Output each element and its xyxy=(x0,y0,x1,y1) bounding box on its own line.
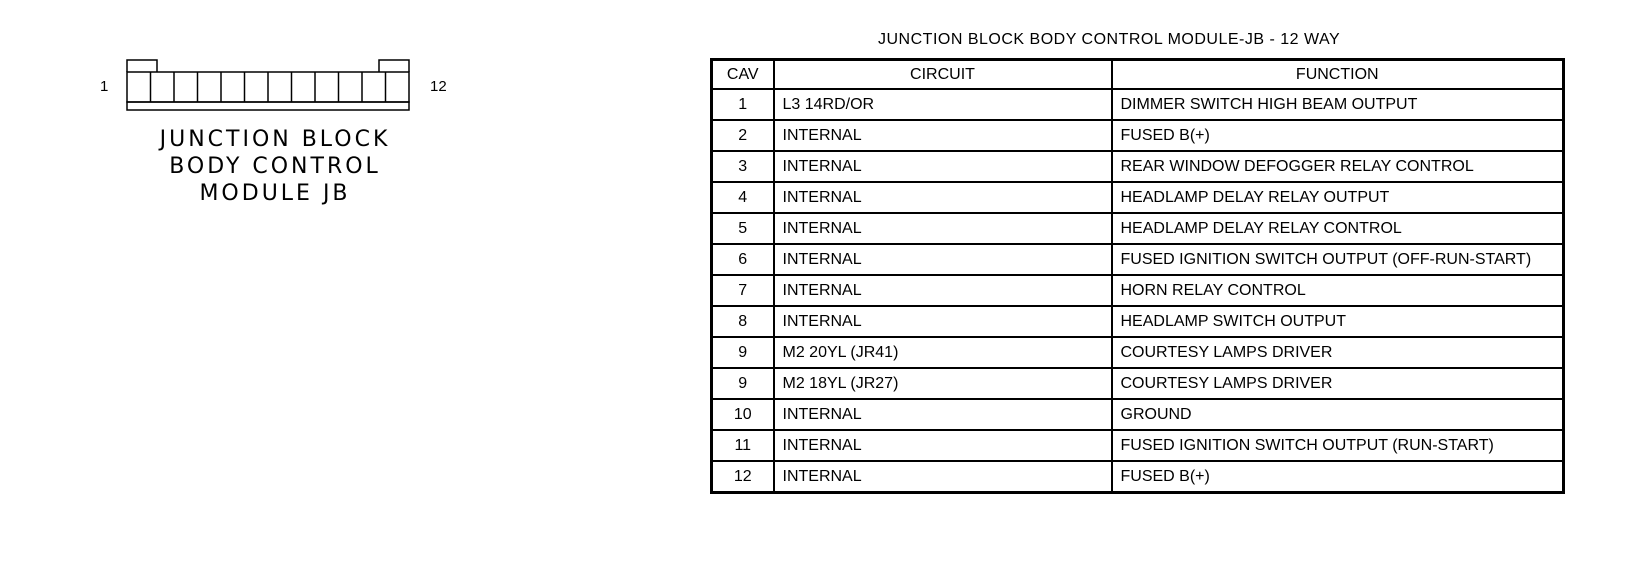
cav-cell: 9 xyxy=(712,337,774,368)
circuit-cell: INTERNAL xyxy=(774,213,1112,244)
connector-diagram xyxy=(95,58,455,218)
table-row xyxy=(712,368,1564,399)
function-cell: FUSED B(+) xyxy=(1112,461,1564,493)
pin-12-label: 12 xyxy=(430,78,447,95)
function-cell: DIMMER SWITCH HIGH BEAM OUTPUT xyxy=(1112,89,1564,120)
pinout-table xyxy=(710,58,1565,494)
header-circuit: CIRCUIT xyxy=(774,60,1112,90)
circuit-cell: INTERNAL xyxy=(774,120,1112,151)
circuit-cell: INTERNAL xyxy=(774,306,1112,337)
circuit-cell: INTERNAL xyxy=(774,244,1112,275)
function-cell: HORN RELAY CONTROL xyxy=(1112,275,1564,306)
table-header-row xyxy=(712,60,1564,90)
table-row xyxy=(712,399,1564,430)
connector-caption xyxy=(105,126,445,207)
cav-cell: 8 xyxy=(712,306,774,337)
table-row xyxy=(712,151,1564,182)
cav-cell: 5 xyxy=(712,213,774,244)
table-row xyxy=(712,182,1564,213)
header-cav: CAV xyxy=(712,60,774,90)
table-row xyxy=(712,275,1564,306)
table-title: JUNCTION BLOCK BODY CONTROL MODULE-JB - 12 WAY xyxy=(878,31,1341,48)
function-cell: COURTESY LAMPS DRIVER xyxy=(1112,337,1564,368)
function-cell: HEADLAMP DELAY RELAY CONTROL xyxy=(1112,213,1564,244)
function-cell: FUSED B(+) xyxy=(1112,120,1564,151)
caption-line-3: MODULE JB xyxy=(199,181,351,206)
caption-line-1: JUNCTION BLOCK xyxy=(159,127,391,152)
caption-line-2: BODY CONTROL xyxy=(169,154,381,179)
circuit-cell: INTERNAL xyxy=(774,399,1112,430)
table-row xyxy=(712,244,1564,275)
cav-cell: 12 xyxy=(712,461,774,493)
circuit-cell: L3 14RD/OR xyxy=(774,89,1112,120)
table-row xyxy=(712,306,1564,337)
function-cell: COURTESY LAMPS DRIVER xyxy=(1112,368,1564,399)
function-cell: HEADLAMP SWITCH OUTPUT xyxy=(1112,306,1564,337)
cav-cell: 9 xyxy=(712,368,774,399)
connector-body-icon xyxy=(125,58,425,116)
circuit-cell: INTERNAL xyxy=(774,151,1112,182)
cav-cell: 11 xyxy=(712,430,774,461)
cav-cell: 10 xyxy=(712,399,774,430)
cav-cell: 6 xyxy=(712,244,774,275)
function-cell: FUSED IGNITION SWITCH OUTPUT (OFF-RUN-START) xyxy=(1112,244,1564,275)
circuit-cell: INTERNAL xyxy=(774,182,1112,213)
function-cell: GROUND xyxy=(1112,399,1564,430)
table-row xyxy=(712,89,1564,120)
circuit-cell: INTERNAL xyxy=(774,461,1112,493)
cav-cell: 7 xyxy=(712,275,774,306)
function-cell: HEADLAMP DELAY RELAY OUTPUT xyxy=(1112,182,1564,213)
table-row xyxy=(712,461,1564,493)
pin-1-label: 1 xyxy=(100,78,109,95)
cav-cell: 4 xyxy=(712,182,774,213)
function-cell: REAR WINDOW DEFOGGER RELAY CONTROL xyxy=(1112,151,1564,182)
circuit-cell: M2 18YL (JR27) xyxy=(774,368,1112,399)
cav-cell: 3 xyxy=(712,151,774,182)
function-cell: FUSED IGNITION SWITCH OUTPUT (RUN-START) xyxy=(1112,430,1564,461)
table-row xyxy=(712,430,1564,461)
header-function: FUNCTION xyxy=(1112,60,1564,90)
cav-cell: 2 xyxy=(712,120,774,151)
circuit-cell: M2 20YL (JR41) xyxy=(774,337,1112,368)
table-row xyxy=(712,120,1564,151)
circuit-cell: INTERNAL xyxy=(774,275,1112,306)
table-row xyxy=(712,337,1564,368)
cav-cell: 1 xyxy=(712,89,774,120)
table-row xyxy=(712,213,1564,244)
circuit-cell: INTERNAL xyxy=(774,430,1112,461)
